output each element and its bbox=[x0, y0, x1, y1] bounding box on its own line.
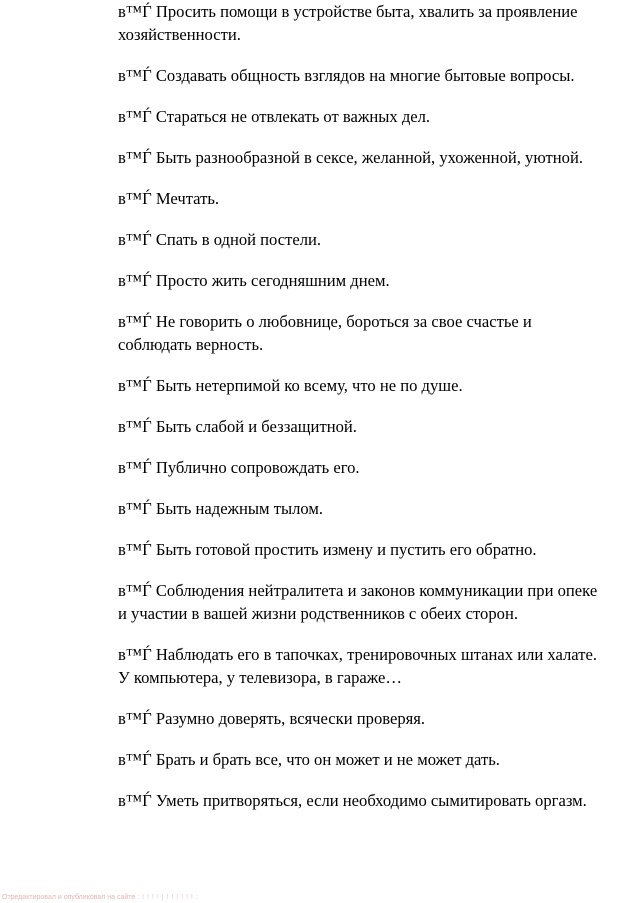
bullet-marker: в™Ѓ bbox=[118, 376, 152, 395]
item-line: в™Ѓ Быть надежным тылом. bbox=[118, 499, 324, 518]
item-line: в™Ѓ Просто жить сегодняшним днем. bbox=[118, 271, 390, 290]
item-line: в™Ѓ Просить помощи в устройстве быта, хвалить за проявление bbox=[118, 2, 578, 21]
item-line: в™Ѓ Наблюдать его в тапочках, тренировочных штанах или халате. bbox=[118, 645, 597, 664]
list-item bbox=[118, 105, 618, 128]
item-line: в™Ѓ Разумно доверять, всячески проверяя. bbox=[118, 709, 426, 728]
bullet-marker: в™Ѓ bbox=[118, 148, 152, 167]
bullet-marker: в™Ѓ bbox=[118, 189, 152, 208]
item-line: в™Ѓ Быть готовой простить измену и пустить его обратно. bbox=[118, 540, 537, 559]
item-line: в™Ѓ Брать и брать все, что он может и не может дать. bbox=[118, 750, 500, 769]
item-line: в™Ѓ Создавать общность взглядов на многие бытовые вопросы. bbox=[118, 66, 575, 85]
list-item bbox=[118, 789, 618, 812]
list-item bbox=[118, 64, 618, 87]
bullet-marker: в™Ѓ bbox=[118, 645, 152, 664]
item-line: соблюдать верность. bbox=[118, 335, 264, 354]
item-line: в™Ѓ Соблюдения нейтралитета и законов коммуникации при опеке bbox=[118, 581, 598, 600]
bullet-marker: в™Ѓ bbox=[118, 581, 152, 600]
list-item bbox=[118, 643, 618, 689]
bullet-marker: в™Ѓ bbox=[118, 750, 152, 769]
item-line: в™Ѓ Быть слабой и беззащитной. bbox=[118, 417, 357, 436]
item-line: в™Ѓ Публично сопровождать его. bbox=[118, 458, 360, 477]
item-line: в™Ѓ Быть нетерпимой ко всему, что не по душе. bbox=[118, 376, 463, 395]
bullet-marker: в™Ѓ bbox=[118, 417, 152, 436]
list-item bbox=[118, 187, 618, 210]
item-line: в™Ѓ Стараться не отвлекать от важных дел. bbox=[118, 107, 431, 126]
list-item bbox=[118, 456, 618, 479]
footer-watermark bbox=[2, 893, 198, 902]
bullet-marker: в™Ѓ bbox=[118, 2, 152, 21]
list-item bbox=[118, 374, 618, 397]
item-line: в™Ѓ Не говорить о любовнице, бороться за свое счастье и bbox=[118, 312, 532, 331]
item-line: и участии в вашей жизни родственников с обеих сторон. bbox=[118, 604, 518, 623]
bullet-marker: в™Ѓ bbox=[118, 312, 152, 331]
list-item bbox=[118, 146, 618, 169]
item-line: хозяйственности. bbox=[118, 25, 241, 44]
bullet-marker: в™Ѓ bbox=[118, 271, 152, 290]
item-line: в™Ѓ Спать в одной постели. bbox=[118, 230, 322, 249]
bullet-marker: в™Ѓ bbox=[118, 230, 152, 249]
item-line: в™Ѓ Мечтать. bbox=[118, 189, 220, 208]
list-item bbox=[118, 269, 618, 292]
footer-text: Отредактировал и опубликовал на сайте bbox=[2, 894, 136, 901]
bullet-marker: в™Ѓ bbox=[118, 107, 152, 126]
list-item bbox=[118, 748, 618, 771]
list-item bbox=[118, 707, 618, 730]
item-line: в™Ѓ Быть разнообразной в сексе, желанной, ухоженной, уютной. bbox=[118, 148, 583, 167]
list-item bbox=[118, 579, 618, 625]
bullet-marker: в™Ѓ bbox=[118, 458, 152, 477]
list-item bbox=[118, 0, 618, 46]
footer-marks: : ! ! ! ! | ! ! ! ! ! ! : bbox=[137, 894, 199, 901]
bullet-marker: в™Ѓ bbox=[118, 791, 152, 810]
list-item bbox=[118, 497, 618, 520]
bullet-marker: в™Ѓ bbox=[118, 499, 152, 518]
bullet-marker: в™Ѓ bbox=[118, 709, 152, 728]
list-item bbox=[118, 228, 618, 251]
item-line: в™Ѓ Уметь притворяться, если необходимо сымитировать оргазм. bbox=[118, 791, 587, 810]
list-item bbox=[118, 538, 618, 561]
list-item bbox=[118, 310, 618, 356]
bullet-marker: в™Ѓ bbox=[118, 66, 152, 85]
bullet-marker: в™Ѓ bbox=[118, 540, 152, 559]
item-line: У компьютера, у телевизора, в гараже… bbox=[118, 668, 402, 687]
list-item bbox=[118, 415, 618, 438]
